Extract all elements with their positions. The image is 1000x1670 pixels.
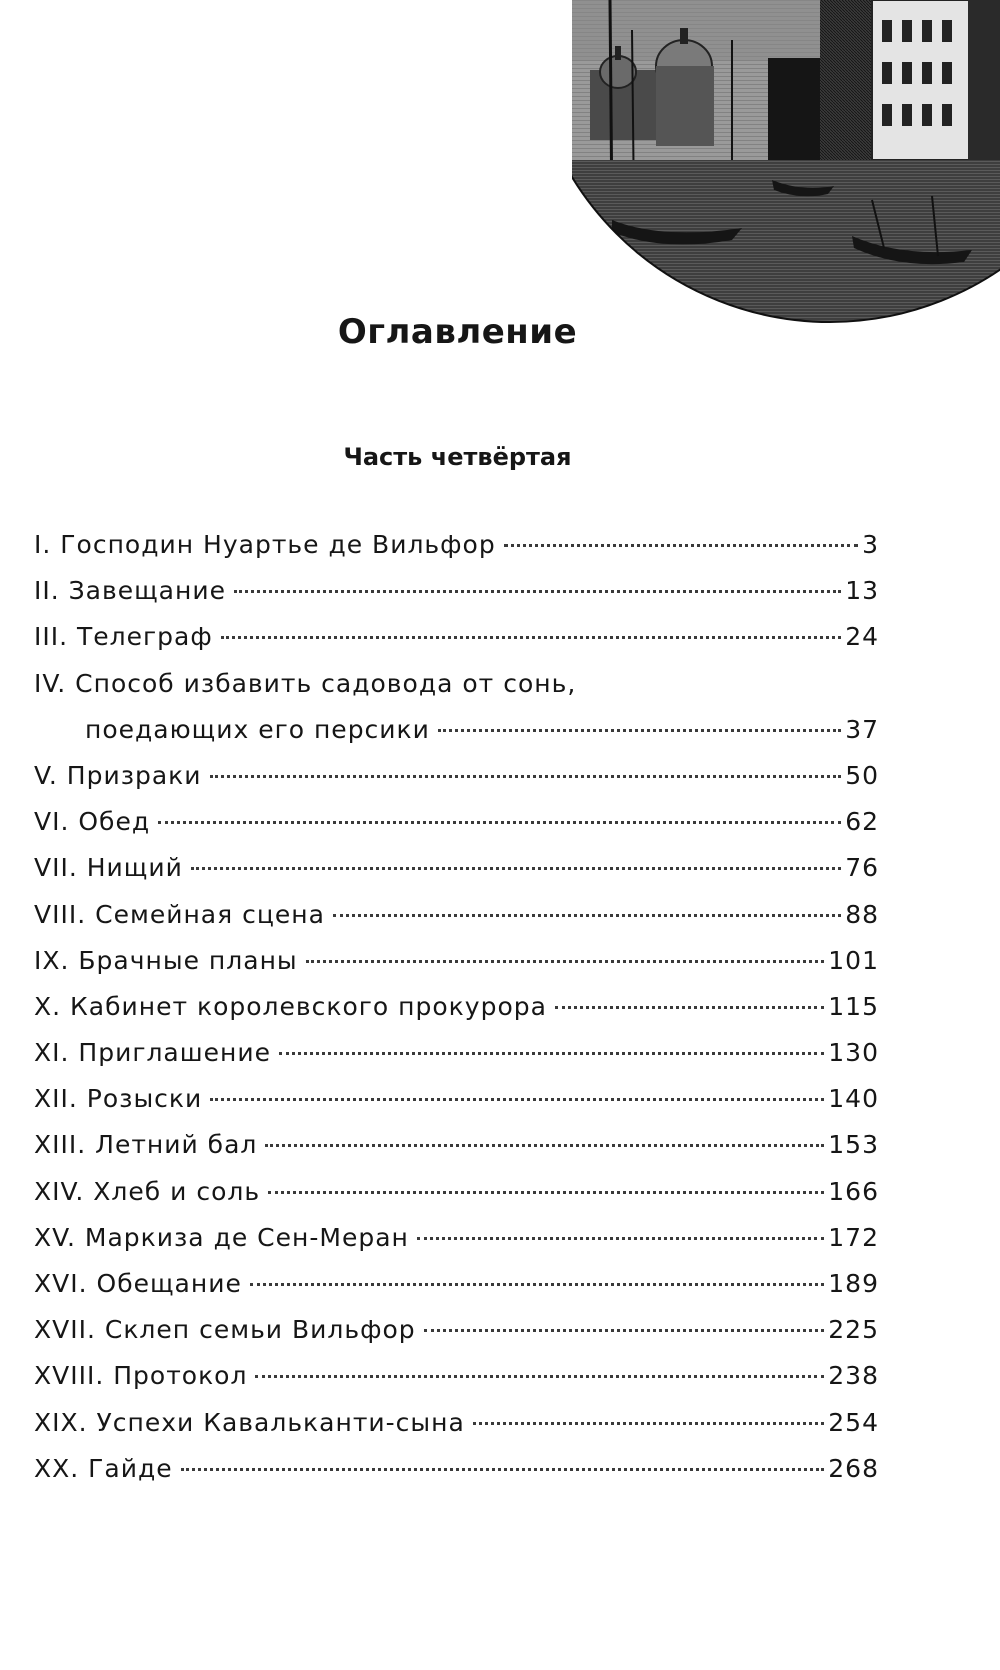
toc-entry-title: XV. Маркиза де Сен-Меран [34,1222,409,1252]
toc-entry[interactable] [34,522,879,568]
table-of-contents [34,522,879,1492]
toc-page-number: 3 [862,530,879,559]
toc-entry-title: I. Господин Нуартье де Вильфор [34,530,496,559]
dot-leader [181,1468,825,1471]
dot-leader [158,821,841,824]
toc-entry-title: XIX. Успехи Кавальканти-сына [34,1407,465,1437]
toc-page-number: 50 [845,760,879,790]
toc-entry[interactable] [34,1169,879,1215]
toc-page-number: 238 [828,1361,879,1391]
toc-entry-title: XVII. Склеп семьи Вильфор [34,1315,416,1345]
dot-leader [210,775,842,778]
toc-entry[interactable] [34,1030,879,1076]
toc-page-number: 101 [828,945,879,975]
dot-leader [504,544,858,547]
toc-page-number: 254 [828,1407,879,1437]
toc-page-number: 153 [828,1130,879,1160]
toc-page-number: 24 [845,622,879,652]
toc-entry[interactable] [34,892,879,938]
toc-entry-title: VII. Нищий [34,853,183,883]
dot-leader [268,1191,824,1194]
dot-leader [417,1237,824,1240]
toc-entry-title: V. Призраки [34,760,202,790]
toc-entry[interactable] [34,938,879,984]
toc-entry[interactable] [34,1261,879,1307]
toc-entry-title-continued: поедающих его персики [85,714,430,744]
toc-entry-title: VI. Обед [34,807,151,837]
toc-page-number: 189 [828,1269,879,1299]
toc-page-number: 37 [845,714,879,744]
toc-entry[interactable] [34,753,879,799]
venice-canal-engraving-icon [572,0,1000,324]
toc-entry-title: XIV. Хлеб и соль [34,1176,261,1206]
dot-leader [255,1375,824,1378]
toc-entry-title: IV. Способ избавить садовода от сонь, [34,668,577,698]
toc-page-number: 62 [845,807,879,837]
toc-page-number: 115 [828,991,879,1021]
dot-leader [279,1052,824,1055]
dot-leader [250,1283,824,1286]
dot-leader [438,729,841,732]
toc-entry[interactable] [34,661,879,753]
toc-entry[interactable] [34,568,879,614]
dot-leader [424,1329,825,1332]
dot-leader [210,1098,824,1101]
toc-entry[interactable] [34,1076,879,1122]
toc-entry-title: X. Кабинет королевского прокурора [34,991,547,1021]
toc-page-number: 130 [828,1038,879,1068]
dot-leader [306,960,825,963]
toc-entry[interactable] [34,1215,879,1261]
toc-entry[interactable] [34,799,879,845]
toc-entry-title: XIII. Летний бал [34,1130,258,1160]
toc-page-number: 88 [845,899,879,929]
toc-entry-title: VIII. Семейная сцена [34,899,325,929]
page-title: Оглавление [337,312,578,352]
toc-page-number: 13 [845,576,879,606]
toc-entry-title: XVI. Обещание [34,1269,242,1299]
dot-leader [191,867,841,870]
dot-leader [473,1422,824,1425]
toc-page-number: 166 [828,1176,879,1206]
toc-entry-title: III. Телеграф [34,622,213,652]
dot-leader [234,590,841,593]
dot-leader [555,1006,824,1009]
toc-entry-title: XX. Гайде [34,1453,173,1483]
toc-entry[interactable] [34,845,879,891]
toc-page-number: 76 [845,853,879,883]
toc-entry[interactable] [34,1400,879,1446]
toc-entry[interactable] [34,1307,879,1353]
toc-entry-title: II. Завещание [34,576,226,606]
toc-page-number: 172 [828,1222,879,1252]
part-heading: Часть четвёртая [343,443,572,471]
toc-entry[interactable] [34,1122,879,1168]
toc-page-number: 140 [828,1084,879,1114]
dot-leader [265,1144,824,1147]
toc-entry-title: IX. Брачные планы [34,945,298,975]
toc-page-number: 225 [828,1315,879,1345]
toc-entry[interactable] [34,1446,879,1492]
toc-entry-title: XVIII. Протокол [34,1361,248,1391]
toc-entry-title: XII. Розыски [34,1084,203,1114]
toc-page-number: 268 [828,1453,879,1483]
dot-leader [221,636,841,639]
toc-entry[interactable] [34,1353,879,1399]
toc-entry[interactable] [34,614,879,660]
toc-entry[interactable] [34,984,879,1030]
toc-entry-title: XI. Приглашение [34,1038,271,1068]
dot-leader [333,914,841,917]
